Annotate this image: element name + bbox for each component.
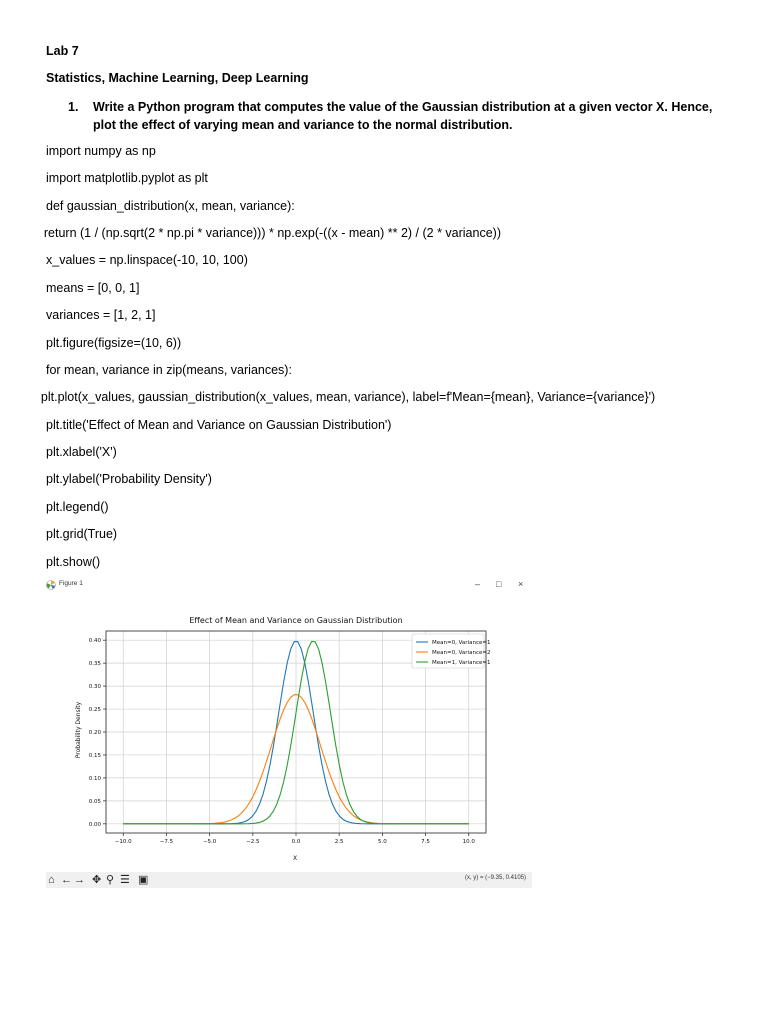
code-line: means = [0, 0, 1] xyxy=(46,281,140,295)
y-tick-label: 0.10 xyxy=(88,775,101,782)
code-line: variances = [1, 2, 1] xyxy=(46,308,156,322)
cursor-coordinates: (x, y) = (−9.35, 0.4105) xyxy=(464,875,526,881)
y-axis-label: Probability Density xyxy=(75,701,82,759)
chart-legend xyxy=(412,634,490,668)
y-tick-label: 0.05 xyxy=(88,798,101,805)
code-line: plt.figure(figsize=(10, 6)) xyxy=(46,336,182,350)
x-tick-label: −5.0 xyxy=(202,839,217,845)
matplotlib-logo-icon xyxy=(46,580,56,590)
y-tick-label: 0.20 xyxy=(88,730,101,736)
code-line: plt.xlabel('X') xyxy=(46,445,117,459)
code-line: plt.plot(x_values, gaussian_distribution(x_values, mean, variance), label=f'Mean={mean}, Variance={variance}') xyxy=(27,390,656,404)
y-tick-label: 0.00 xyxy=(88,821,101,828)
legend-entry: Mean=0, Variance=2 xyxy=(432,650,491,656)
x-tick-label: 7.5 xyxy=(421,839,430,845)
code-line: plt.grid(True) xyxy=(46,527,118,541)
code-line: def gaussian_distribution(x, mean, variance): xyxy=(46,199,295,213)
x-axis-label: X xyxy=(292,855,298,862)
save-icon[interactable]: ▣ xyxy=(138,874,149,886)
y-tick-label: 0.25 xyxy=(88,707,101,714)
window-title: Figure 1 xyxy=(59,580,83,587)
subject-heading: Statistics, Machine Learning, Deep Learning xyxy=(46,71,309,85)
chart-title: Effect of Mean and Variance on Gaussian Distribution xyxy=(189,616,403,625)
x-tick-label: 0.0 xyxy=(291,839,301,845)
code-line: for mean, variance in zip(means, variances): xyxy=(46,363,292,377)
x-tick-label: 10.0 xyxy=(462,839,475,845)
y-tick-label: 0.40 xyxy=(88,638,101,645)
legend-entry: Mean=0, Variance=1 xyxy=(432,640,491,646)
code-line: import matplotlib.pyplot as plt xyxy=(46,171,208,185)
y-tick-label: 0.15 xyxy=(88,752,101,759)
zoom-icon[interactable]: ⚲ xyxy=(106,874,115,886)
code-line: plt.show() xyxy=(46,555,101,569)
y-tick-label: 0.35 xyxy=(88,661,101,668)
figure-toolbar xyxy=(46,872,532,888)
x-tick-label: −10.0 xyxy=(114,839,132,845)
code-line: return (1 / (np.sqrt(2 * np.pi * variance))) * np.exp(-((x - mean) ** 2) / (2 * variance)) xyxy=(30,226,501,240)
maximize-button[interactable]: □ xyxy=(496,579,502,589)
code-line: plt.legend() xyxy=(46,500,109,514)
close-button[interactable]: × xyxy=(518,579,524,589)
figure-window-screenshot xyxy=(40,575,532,893)
gaussian-chart xyxy=(40,597,532,877)
code-line: plt.title('Effect of Mean and Variance on Gaussian Distribution') xyxy=(46,418,392,432)
configure-subplots-icon[interactable]: ☰ xyxy=(120,874,130,886)
forward-arrow-icon[interactable]: → xyxy=(74,874,85,886)
code-line: plt.ylabel('Probability Density') xyxy=(46,472,212,486)
x-tick-label: −7.5 xyxy=(159,839,174,845)
code-line: x_values = np.linspace(-10, 10, 100) xyxy=(46,253,248,267)
lab-heading: Lab 7 xyxy=(46,44,79,58)
home-icon[interactable]: ⌂ xyxy=(48,874,55,886)
minimize-button[interactable]: – xyxy=(475,579,481,589)
pan-icon[interactable]: ✥ xyxy=(92,874,102,886)
window-titlebar xyxy=(40,575,532,597)
chart-ticks xyxy=(89,638,476,845)
back-arrow-icon[interactable]: ← xyxy=(61,874,72,886)
legend-entry: Mean=1, Variance=1 xyxy=(432,660,491,666)
task-text: Write a Python program that computes the value of the Gaussian distribution at a given vector X. Hence, plot the effect of varying mean and variance to the normal distribution. xyxy=(93,100,713,132)
x-tick-label: 5.0 xyxy=(377,839,387,845)
task-number: 1. xyxy=(68,100,79,114)
y-tick-label: 0.30 xyxy=(88,684,101,691)
x-tick-label: −2.5 xyxy=(246,839,260,845)
code-line: import numpy as np xyxy=(46,144,156,158)
x-tick-label: 2.5 xyxy=(334,839,344,845)
